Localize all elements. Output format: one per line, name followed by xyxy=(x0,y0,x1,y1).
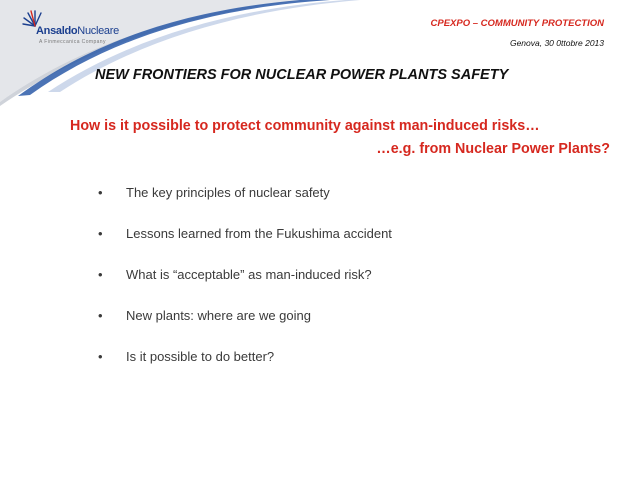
list-item xyxy=(98,308,392,349)
logo-name-light: Nucleare xyxy=(77,25,119,37)
bullet-icon: • xyxy=(98,349,103,364)
question-line-1: How is it possible to protect community against man-induced risks… xyxy=(70,118,540,134)
bullet-text: New plants: where are we going xyxy=(126,308,311,323)
bullet-icon: • xyxy=(98,185,103,200)
question-line-2: …e.g. from Nuclear Power Plants? xyxy=(376,141,610,157)
bullet-icon: • xyxy=(98,308,103,323)
logo-wordmark xyxy=(36,25,119,37)
event-title: CPEXPO – COMMUNITY PROTECTION xyxy=(430,18,604,29)
logo-name-bold: Ansaldo xyxy=(36,25,78,37)
bullet-icon: • xyxy=(98,226,103,241)
list-item xyxy=(98,226,392,267)
list-item xyxy=(98,349,392,390)
bullet-text: Is it possible to do better? xyxy=(126,349,275,364)
event-place-date: Genova, 30 0ttobre 2013 xyxy=(509,38,604,48)
bullet-icon: • xyxy=(98,267,103,282)
bullet-list xyxy=(98,185,392,390)
company-logo xyxy=(22,8,142,48)
logo-tagline: A Finmeccanica Company xyxy=(39,39,106,45)
bullet-text: Lessons learned from the Fukushima accident xyxy=(126,226,392,241)
bullet-text: The key principles of nuclear safety xyxy=(126,185,330,200)
bullet-text: What is “acceptable” as man-induced risk? xyxy=(126,267,372,282)
list-item xyxy=(98,185,392,226)
slide-title: NEW FRONTIERS FOR NUCLEAR POWER PLANTS SAFETY xyxy=(95,67,509,83)
list-item xyxy=(98,267,392,308)
